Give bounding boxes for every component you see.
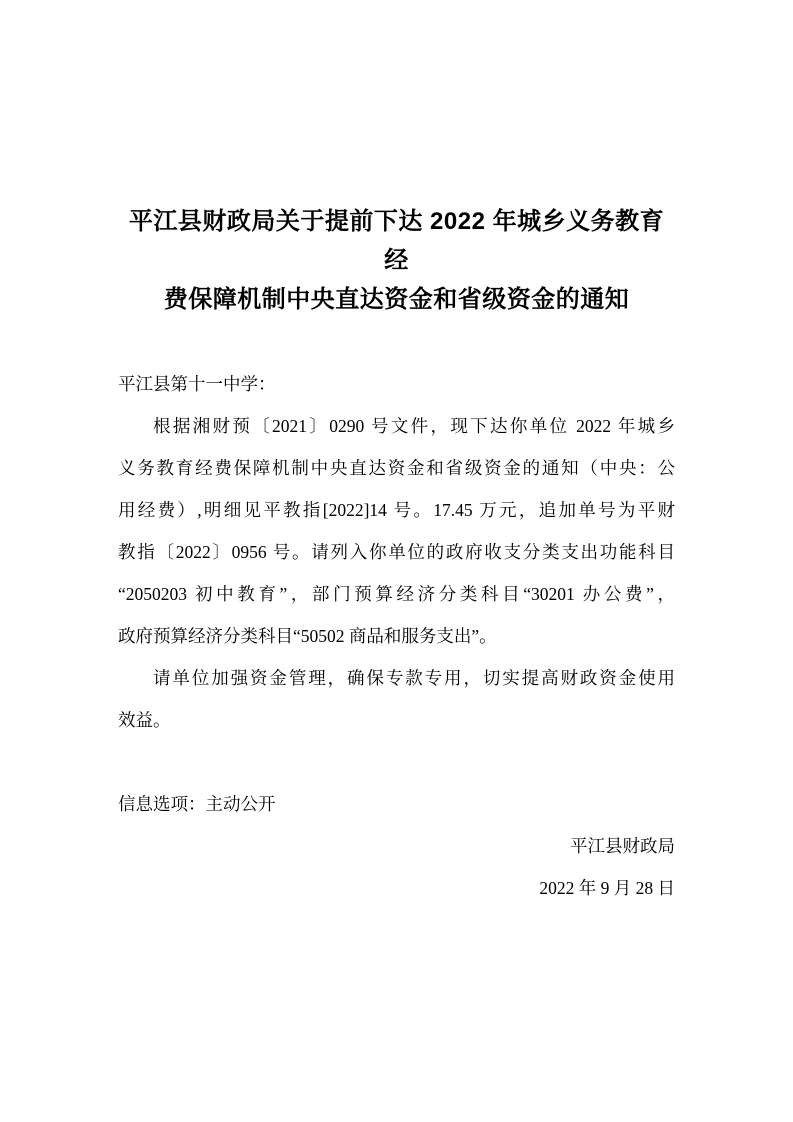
title-line-1: 平江县财政局关于提前下达 2022 年城乡义务教育经 (128, 208, 665, 274)
paragraph-1-line-6: 政府预算经济分类科目“50502 商品和服务支出”。 (118, 626, 497, 646)
page-title (118, 0, 675, 319)
paragraph-2-line-1: 请单位加强资金管理，确保专款专用，切实提高财政资金使用 (153, 668, 675, 688)
paragraph-1-line-5: “2050203 初中教育”，部门预算经济分类科目“30201 办公费”， (118, 584, 675, 604)
paragraph-1-line-1: 根据湘财预〔2021〕0290 号文件，现下达你单位 2022 年城乡 (153, 416, 675, 436)
paragraph-1-line-3: 用经费）,明细见平教指[2022]14 号。17.45 万元，追加单号为平财 (118, 500, 675, 520)
title-line-2: 费保障机制中央直达资金和省级资金的通知 (163, 286, 630, 313)
paragraph-2-line-2: 效益。 (118, 710, 171, 730)
document-body (118, 363, 675, 909)
info-disclosure-option: 信息选项：主动公开 (118, 794, 276, 814)
salutation: 平江县第十一中学： (118, 374, 276, 394)
paragraph-1-line-4: 教指〔2022〕0956 号。请列入你单位的政府收支分类支出功能科目 (118, 542, 675, 562)
issuer-signature: 平江县财政局 (570, 836, 675, 856)
issue-date: 2022 年 9 月 28 日 (539, 878, 675, 898)
paragraph-1-line-2: 义务教育经费保障机制中央直达资金和省级资金的通知（中央：公 (118, 458, 675, 478)
blank-line (118, 741, 675, 783)
